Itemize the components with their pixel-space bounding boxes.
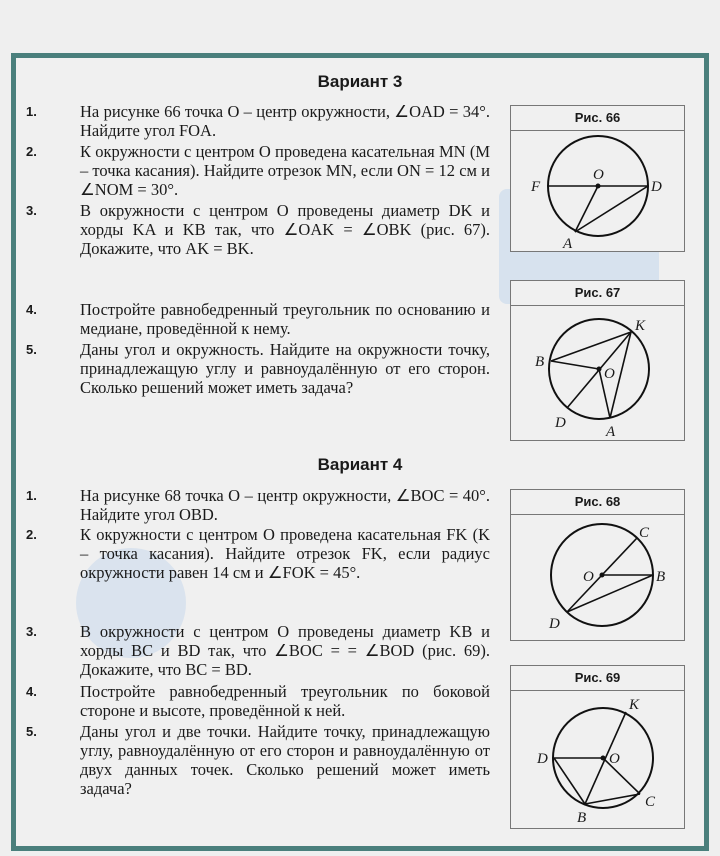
task-number: 4.	[26, 684, 37, 699]
task-number: 1.	[26, 104, 37, 119]
figure-title: Рис. 68	[511, 490, 684, 515]
task-number: 2.	[26, 527, 37, 542]
figure-title: Рис. 66	[511, 106, 684, 131]
figure-68	[510, 489, 685, 641]
worksheet-frame	[11, 53, 709, 851]
label-C: C	[639, 525, 650, 541]
center-point	[597, 367, 602, 372]
label-B: B	[656, 569, 666, 585]
figure-68-diagram	[511, 515, 684, 640]
label-D: D	[537, 751, 548, 767]
task-number: 1.	[26, 488, 37, 503]
label-B: B	[577, 810, 587, 826]
label-C: C	[645, 794, 656, 810]
label-A: A	[606, 424, 616, 440]
variant-3-title: Вариант 3	[317, 72, 403, 91]
task-text: К окружности с центром O проведена касательная MN (M – точка касания). Найдите отрезок MN, если ON = 12 см и ∠NOM = 30°.	[80, 142, 490, 199]
label-O: O	[593, 167, 604, 183]
label-D: D	[555, 415, 566, 431]
task-text: В окружности с центром O проведены диаметр DK и хорды KA и KB так, что ∠OAK = ∠OBK (рис. 67). Докажите, что AK = BK.	[80, 201, 490, 258]
figure-66-diagram	[511, 131, 684, 251]
label-O: O	[583, 569, 594, 585]
center-point	[596, 184, 601, 189]
task-text: В окружности с центром O проведены диаметр KB и хорды BC и BD так, что ∠BOC = = ∠BOD (рис. 69). Докажите, что BC = BD.	[80, 622, 490, 679]
task-number: 5.	[26, 724, 37, 739]
task-text: На рисунке 66 точка O – центр окружности, ∠OAD = 34°. Найдите угол FOA.	[80, 102, 490, 140]
task-text: К окружности с центром O проведена касательная FK (K – точка касания). Найдите отрезок FK, если радиус окружности равен 14 см и ∠FOK = 45°.	[80, 525, 490, 582]
task-number: 4.	[26, 302, 37, 317]
task-text: Постройте равнобедренный треугольник по боковой стороне и высоте, проведённой к ней.	[80, 682, 490, 720]
label-K: K	[629, 697, 640, 713]
task-number: 2.	[26, 144, 37, 159]
task-text: Даны угол и две точки. Найдите точку, принадлежащую углу, равноудалённую от его сторон и равноудалённую от двух данных точек. Сколько решений может иметь задача?	[80, 722, 490, 798]
figure-69	[510, 665, 685, 829]
chord-DB	[567, 575, 653, 612]
task-number: 3.	[26, 624, 37, 639]
label-O: O	[604, 366, 615, 382]
figure-67	[510, 280, 685, 441]
label-O: O	[609, 751, 620, 767]
label-A: A	[563, 236, 573, 251]
figure-67-diagram	[511, 306, 684, 440]
label-D: D	[549, 616, 560, 632]
center-point	[601, 756, 606, 761]
task-text: Даны угол и окружность. Найдите на окружности точку, принадлежащую углу и равноудалённую от его сторон. Сколько решений может иметь задача?	[80, 340, 490, 397]
segment-BO	[551, 361, 599, 369]
figure-title: Рис. 69	[511, 666, 684, 691]
label-B: B	[535, 354, 545, 370]
label-K: K	[635, 318, 646, 334]
task-text: На рисунке 68 точка O – центр окружности, ∠BOC = 40°. Найдите угол OBD.	[80, 486, 490, 524]
center-point	[600, 573, 605, 578]
task-number: 3.	[26, 203, 37, 218]
task-text: Постройте равнобедренный треугольник по основанию и медиане, проведённой к нему.	[80, 300, 490, 338]
figure-title: Рис. 67	[511, 281, 684, 306]
label-F: F	[531, 179, 541, 195]
task-number: 5.	[26, 342, 37, 357]
figure-69-diagram	[511, 691, 684, 828]
label-D: D	[651, 179, 662, 195]
figure-66	[510, 105, 685, 252]
variant-4-title: Вариант 4	[317, 455, 403, 474]
